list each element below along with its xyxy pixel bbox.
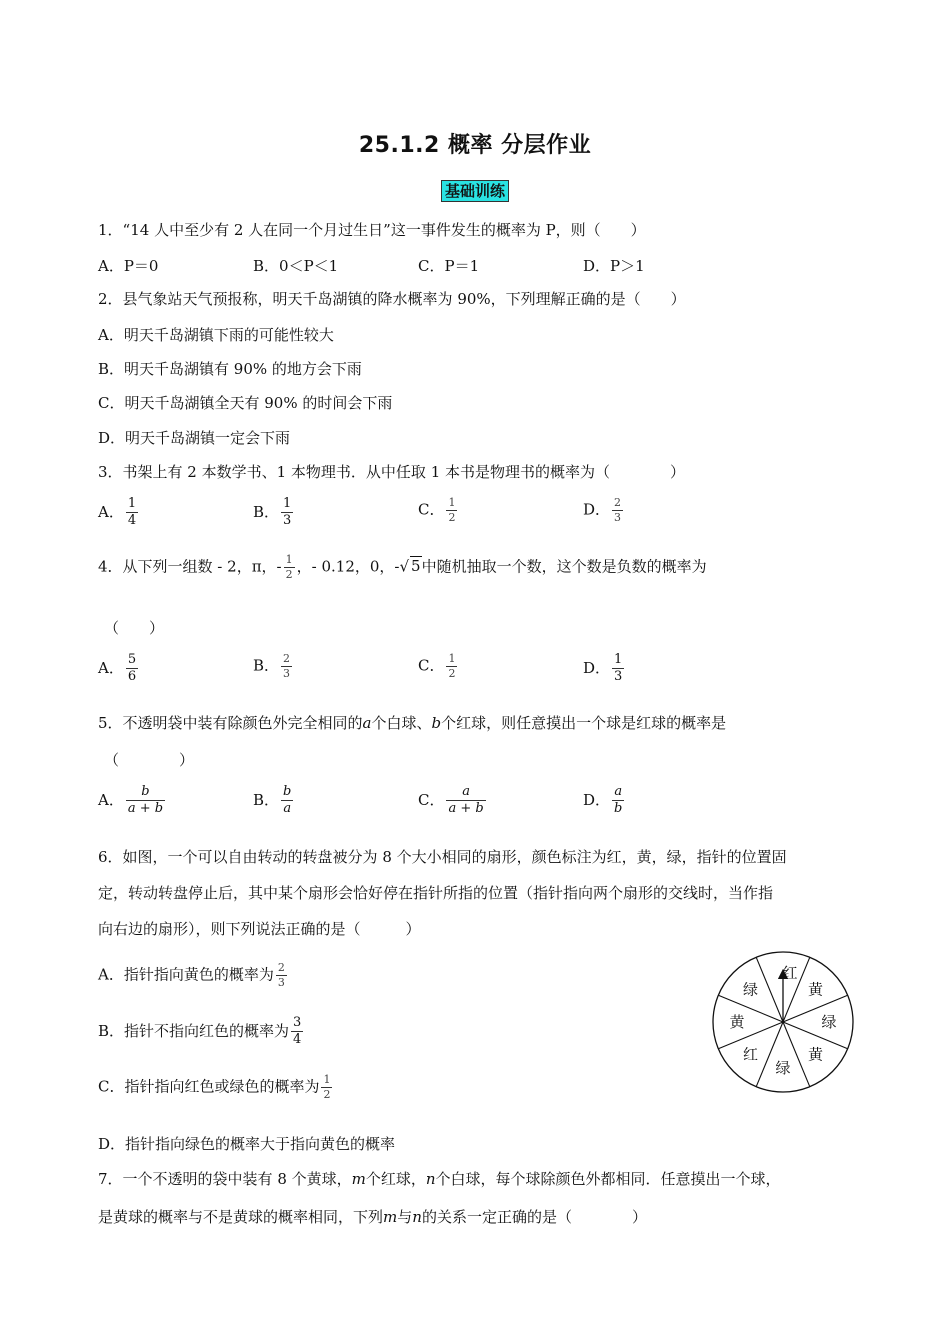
- q1-stem: 1．“14 人中至少有 2 人在同一个月过生日”这一事件发生的概率为 P，则（ ）: [98, 221, 646, 239]
- fraction: $\frac{1}{2}$: [285, 553, 293, 581]
- q4-stem: 4．从下列一组数 - 2，π，- $\frac{1}{2}$ ，- 0.12，0，-√ 5中随机抽取一个数，这个数是负数的概率为: [98, 553, 707, 581]
- q6-line-2: 定，转动转盘停止后，其中某个扇形会恰好停在指针所指的位置（指针指向两个扇形的交线时，当作指: [98, 884, 774, 902]
- fraction: $\frac{1}{2}$: [448, 652, 456, 680]
- fraction: $\frac{1}{4}$: [127, 496, 137, 529]
- q5-option-d: D． $\frac{a}{b}$: [583, 784, 623, 817]
- sqrt-symbol: √: [399, 557, 410, 576]
- spinner-sector-label: 红: [782, 964, 798, 982]
- fraction: $\frac{a}{a + b}$: [448, 784, 484, 817]
- q7-line-2: 是黄球的概率与不是黄球的概率相同，下列m与n的关系一定正确的是（ ）: [98, 1208, 647, 1226]
- fraction: $\frac{1}{2}$: [448, 496, 456, 524]
- q7-line-1: 7．一个不透明的袋中装有 8 个黄球，m个红球，n个白球，每个球除颜色外都相同．任意摸出一个球，: [98, 1170, 781, 1188]
- q5-stem: 5．不透明袋中装有除颜色外完全相同的a个白球、b个红球，则任意摸出一个球是红球的概率是: [98, 714, 727, 732]
- q6-line-1: 6．如图，一个可以自由转动的转盘被分为 8 个大小相同的扇形，颜色标注为红，黄，绿，指针的位置固: [98, 848, 787, 866]
- q4-option-a: A． $\frac{5}{6}$: [98, 652, 137, 685]
- q5-option-a: A． $\frac{b}{a + b}$: [98, 784, 164, 817]
- q3-option-a-label: A．: [98, 502, 124, 521]
- q2-option-a: A．明天千岛湖镇下雨的可能性较大: [98, 326, 334, 344]
- fraction: $\frac{1}{2}$: [323, 1073, 331, 1101]
- q3-option-b: [253, 496, 295, 530]
- q4-option-d: D． $\frac{1}{3}$: [583, 652, 623, 685]
- q6-option-c: C．指针指向红色或绿色的概率为 $\frac{1}{2}$: [98, 1073, 331, 1101]
- q4-option-b: B． $\frac{2}{3}$: [253, 652, 291, 680]
- q3-option-d: [583, 496, 625, 525]
- spinner-figure: [705, 950, 865, 1095]
- spinner-sector-label: 黄: [808, 1045, 824, 1064]
- section-label: 基础训练: [441, 180, 509, 202]
- q3-option-c: [418, 496, 459, 525]
- fraction: $\frac{b}{a + b}$: [127, 784, 164, 817]
- q4-answer-paren: （ ）: [104, 619, 165, 637]
- spinner-sector-label: 红: [742, 1045, 758, 1064]
- spinner-sector-label: 黄: [808, 980, 824, 999]
- spinner-sector-label: 黄: [729, 1013, 745, 1031]
- q1-option-c: C．P＝1: [418, 257, 480, 275]
- q2-stem: 2．县气象站天气预报称，明天千岛湖镇的降水概率为 90%，下列理解正确的是（ ）: [98, 290, 686, 308]
- page-title: 25.1.2 概率 分层作业: [358, 133, 592, 158]
- q6-option-d: D．指针指向绿色的概率大于指向黄色的概率: [98, 1135, 396, 1153]
- q4-option-c: C． $\frac{1}{2}$: [418, 652, 456, 680]
- q5-option-b: B． $\frac{b}{a}$: [253, 784, 292, 817]
- fraction: $\frac{2}{3}$: [614, 496, 622, 524]
- fraction: $\frac{3}{4}$: [293, 1015, 302, 1048]
- fraction: $\frac{b}{a}$: [283, 784, 292, 817]
- fraction: $\frac{1}{3}$: [614, 652, 623, 685]
- q2-option-c: C．明天千岛湖镇全天有 90% 的时间会下雨: [98, 394, 393, 412]
- spinner-sector-label: 绿: [742, 980, 758, 999]
- spinner-sector-label: 绿: [775, 1059, 791, 1077]
- q1-option-a: A．P＝0: [98, 257, 159, 275]
- fraction: $\frac{a}{b}$: [614, 784, 623, 817]
- q1-option-b: B．0＜P＜1: [253, 257, 339, 275]
- fraction: $\frac{1}{3}$: [283, 496, 292, 529]
- q6-line-3: 向右边的扇形），则下列说法正确的是（ ）: [98, 920, 421, 938]
- q3-option-a: [98, 496, 140, 530]
- q3-stem: 3．书架上有 2 本数学书、1 本物理书．从中任取 1 本书是物理书的概率为（ ）: [98, 463, 686, 481]
- fraction: $\frac{2}{3}$: [277, 961, 285, 989]
- q6-option-b: B．指针不指向红色的概率为 $\frac{3}{4}$: [98, 1015, 302, 1048]
- q2-option-d: D．明天千岛湖镇一定会下雨: [98, 429, 291, 447]
- q3-option-c-label: C．: [418, 500, 445, 519]
- q3-option-b-label: B．: [253, 502, 280, 521]
- q5-option-c: C． $\frac{a}{a + b}$: [418, 784, 484, 817]
- q1-option-d: D．P＞1: [583, 257, 645, 275]
- section-header: [0, 180, 950, 201]
- q2-option-b: B．明天千岛湖镇有 90% 的地方会下雨: [98, 360, 362, 378]
- fraction: $\frac{5}{6}$: [127, 652, 137, 685]
- spinner-sector-label: 绿: [821, 1013, 837, 1031]
- q5-answer-paren: （ ）: [104, 751, 195, 769]
- fraction: $\frac{2}{3}$: [283, 652, 291, 680]
- q3-option-d-label: D．: [583, 500, 611, 519]
- q6-option-a: A．指针指向黄色的概率为 $\frac{2}{3}$: [98, 961, 285, 989]
